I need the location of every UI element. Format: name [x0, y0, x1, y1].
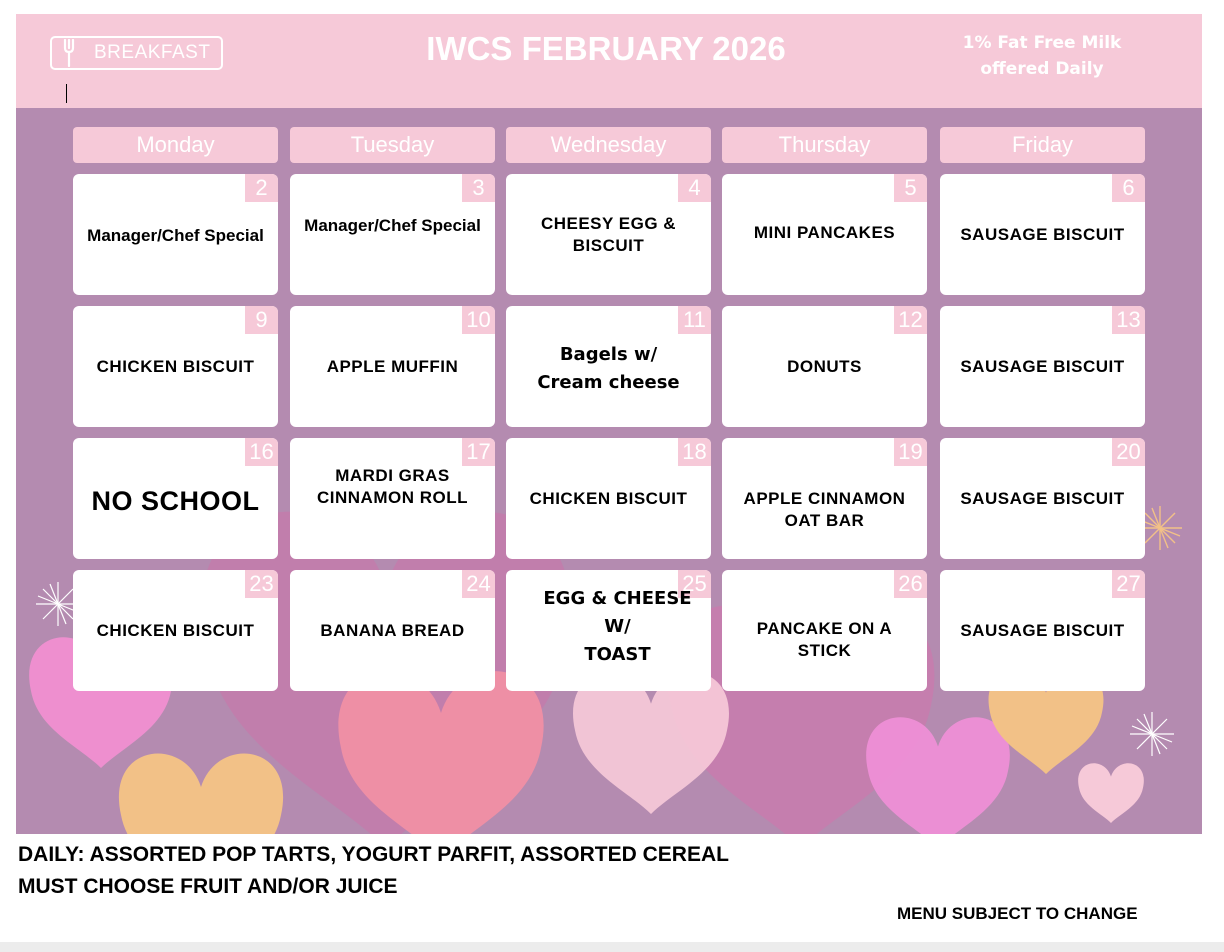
menu-item	[728, 306, 921, 427]
menu-item	[946, 174, 1139, 295]
menu-item-line: PANCAKE ON A	[756, 618, 893, 638]
menu-item	[512, 570, 705, 683]
fork-icon	[52, 38, 90, 68]
menu-item-line: CHEESY EGG &	[540, 213, 677, 233]
day-cell	[73, 438, 278, 559]
milk-note-line1: 1% Fat Free Milk	[962, 33, 1122, 53]
day-header-thursday: Thursday	[722, 127, 927, 163]
daily-options-text: DAILY: ASSORTED POP TARTS, YOGURT PARFIT, ASSORTED CEREAL	[18, 843, 729, 866]
day-cell	[506, 438, 711, 559]
menu-item-line: APPLE CINNAMON	[743, 488, 906, 508]
menu-item-line: MARDI GRAS	[335, 465, 450, 485]
day-cell	[722, 438, 927, 559]
menu-item-line: SAUSAGE BISCUIT	[960, 620, 1125, 640]
day-number: 16	[245, 438, 278, 466]
menu-item-line: BANANA BREAD	[320, 620, 465, 640]
day-header-monday: Monday	[73, 127, 278, 163]
day-number: 4	[678, 174, 711, 202]
day-cell	[940, 306, 1145, 427]
day-cell	[940, 570, 1145, 691]
menu-item	[946, 570, 1139, 691]
day-cell	[506, 306, 711, 427]
day-number: 17	[462, 438, 495, 466]
sparkle-icon	[1122, 704, 1182, 764]
milk-note-line2: offered Daily	[980, 59, 1104, 79]
day-number: 10	[462, 306, 495, 334]
day-number: 6	[1112, 174, 1145, 202]
menu-item	[79, 570, 272, 691]
menu-item-line: Bagels w/	[559, 343, 658, 365]
day-cell	[73, 570, 278, 691]
menu-item-line: Manager/Chef Special	[87, 225, 264, 245]
menu-item-line: NO SCHOOL	[91, 485, 260, 516]
day-number: 25	[678, 570, 711, 598]
day-number: 23	[245, 570, 278, 598]
day-cell	[73, 174, 278, 295]
fruit-juice-requirement: MUST CHOOSE FRUIT AND/OR JUICE	[18, 875, 398, 898]
day-number: 11	[678, 306, 711, 334]
day-number: 24	[462, 570, 495, 598]
day-cell	[290, 438, 495, 559]
day-number: 20	[1112, 438, 1145, 466]
day-header-tuesday: Tuesday	[290, 127, 495, 163]
menu-header	[16, 14, 1202, 108]
menu-item-line: Manager/Chef Special	[304, 215, 481, 235]
menu-item-line: CINNAMON ROLL	[317, 487, 468, 507]
menu-item-line: DONUTS	[787, 356, 862, 376]
day-number: 9	[245, 306, 278, 334]
menu-item	[728, 588, 921, 691]
day-cell	[290, 306, 495, 427]
day-number: 18	[678, 438, 711, 466]
menu-item-line: APPLE MUFFIN	[326, 356, 459, 376]
breakfast-label: BREAKFAST	[94, 42, 211, 63]
menu-item-line: SAUSAGE BISCUIT	[960, 356, 1125, 376]
day-number: 13	[1112, 306, 1145, 334]
menu-item	[79, 306, 272, 427]
menu-item	[296, 174, 489, 277]
menu-item-line: Cream cheese	[537, 371, 680, 393]
day-cell	[722, 570, 927, 691]
breakfast-badge	[50, 36, 223, 70]
menu-disclaimer: MENU SUBJECT TO CHANGE	[897, 904, 1138, 923]
day-cell	[722, 306, 927, 427]
page-bottom-edge	[0, 942, 1224, 952]
menu-item-line: CHICKEN BISCUIT	[529, 488, 688, 508]
day-number: 26	[894, 570, 927, 598]
menu-item-line: SAUSAGE BISCUIT	[960, 488, 1125, 508]
menu-item-line: BISCUIT	[572, 235, 645, 255]
menu-item-line: SAUSAGE BISCUIT	[960, 224, 1125, 244]
menu-item	[512, 174, 705, 295]
day-cell	[940, 174, 1145, 295]
menu-item	[79, 174, 272, 295]
day-number: 3	[462, 174, 495, 202]
day-header-friday: Friday	[940, 127, 1145, 163]
day-number: 5	[894, 174, 927, 202]
day-number: 2	[245, 174, 278, 202]
menu-item	[79, 442, 272, 559]
day-cell	[940, 438, 1145, 559]
day-number: 19	[894, 438, 927, 466]
milk-note	[936, 30, 1148, 82]
menu-item-line: STICK	[797, 640, 852, 660]
menu-item	[728, 174, 921, 291]
day-cell	[73, 306, 278, 427]
menu-item-line: EGG & CHEESE W/	[543, 587, 692, 637]
menu-item	[512, 438, 705, 559]
text-cursor	[66, 84, 67, 103]
day-cell	[506, 174, 711, 295]
day-cell	[506, 570, 711, 691]
day-header-wednesday: Wednesday	[506, 127, 711, 163]
menu-item	[296, 306, 489, 427]
menu-item	[728, 460, 921, 559]
day-cell	[290, 174, 495, 295]
menu-item-line: MINI PANCAKES	[753, 222, 896, 242]
menu-item-line: TOAST	[584, 643, 651, 665]
day-number: 27	[1112, 570, 1145, 598]
menu-item	[946, 438, 1139, 559]
menu-item-line: OAT BAR	[784, 510, 865, 530]
menu-item	[946, 306, 1139, 427]
day-cell	[722, 174, 927, 295]
menu-item	[296, 438, 489, 535]
menu-item	[296, 570, 489, 691]
menu-item	[512, 310, 705, 427]
menu-item-line: CHICKEN BISCUIT	[96, 356, 255, 376]
menu-item-line: CHICKEN BISCUIT	[96, 620, 255, 640]
page-title: IWCS FEBRUARY 2026	[426, 30, 786, 67]
day-cell	[290, 570, 495, 691]
day-number: 12	[894, 306, 927, 334]
